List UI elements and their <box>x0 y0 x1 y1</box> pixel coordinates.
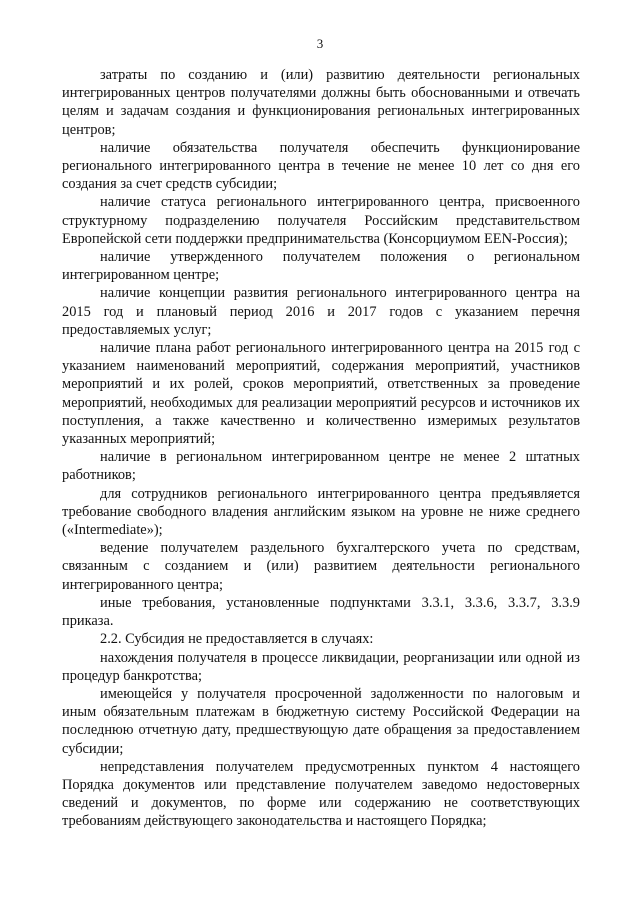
page-number: 3 <box>316 36 324 51</box>
paragraph: наличие обязательства получателя обеспечить функционирование регионального интегрированного центра в течение не менее 10 лет со дня его создания за счет средств субсидии; <box>62 139 580 193</box>
paragraph: затраты по созданию и (или) развитию деятельности региональных интегрированных центров получателями должны быть обоснованными и отвечать целям и задачам создания и функционирования региональных интегрированных центров; <box>62 67 580 138</box>
paragraph: наличие утвержденного получателем положения о региональном интегрированном центре; <box>62 249 580 284</box>
paragraph: нахождения получателя в процессе ликвидации, реорганизации или одной из процедур банкротства; <box>62 649 580 684</box>
paragraph: ведение получателем раздельного бухгалтерского учета по средствам, связанным с созданием и (или) развитием деятельности регионального интегрированного центра; <box>62 540 580 593</box>
paragraph: непредставления получателем предусмотренных пунктом 4 настоящего Порядка документов или представление получателем заведомо недостоверных сведений и документов, по форме или содержанию не соответствующих требованиям действующего законодательства и настоящего Порядка; <box>62 758 580 830</box>
paragraph: наличие плана работ регионального интегрированного центра на 2015 год с указанием наименований мероприятий, содержания мероприятий, участников мероприятий и их ролей, сроков мероприятий, ответственных за проведение мероприятий, необходимых для реализации мероприятий ресурсов и источников их поступления, а также качественно и количественно измеримых результатов указанных мероприятий; <box>62 340 580 448</box>
document-body <box>62 66 580 831</box>
paragraph: иные требования, установленные подпунктами 3.3.1, 3.3.6, 3.3.7, 3.3.9 приказа. <box>62 594 580 630</box>
paragraph: наличие в региональном интегрированном центре не менее 2 штатных работников; <box>62 449 580 484</box>
section-heading: 2.2. Субсидия не предоставляется в случаях: <box>100 631 374 648</box>
paragraph: имеющейся у получателя просроченной задолженности по налоговым и иным обязательным платежам в бюджетную систему Российской Федерации на последнюю отчетную дату, предшествующую дате обращения за предоставлением субсидии; <box>62 685 580 757</box>
paragraph: для сотрудников регионального интегрированного центра предъявляется требование свободного владения английским языком на уровне не ниже среднего («Intermediate»); <box>62 485 580 539</box>
paragraph: наличие статуса регионального интегрированного центра, присвоенного структурному подразделению получателя Российским представительством Европейской сети поддержки предпринимательства (Консорциумом EEN-Россия); <box>62 194 580 247</box>
paragraph: наличие концепции развития регионального интегрированного центра на 2015 год и плановый период 2016 и 2017 годов с указанием перечня предоставляемых услуг; <box>62 285 580 338</box>
